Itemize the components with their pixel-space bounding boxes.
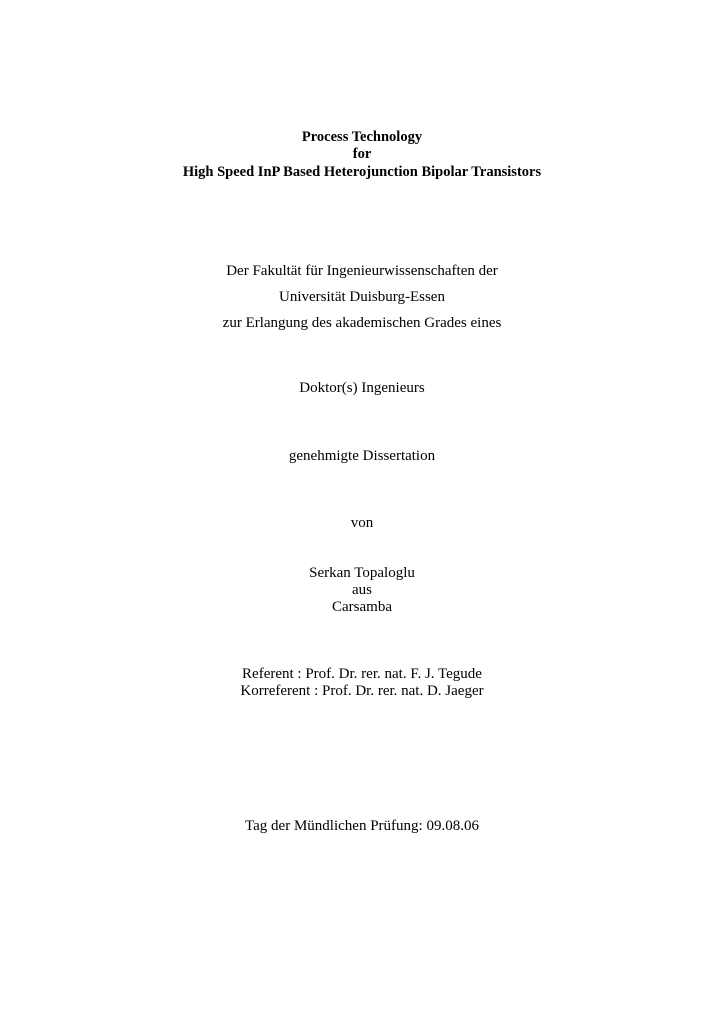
title-line-2: for — [352, 146, 372, 162]
von-label: von — [350, 515, 374, 531]
faculty-line-1: Der Fakultät für Ingenieurwissenschaften der — [226, 263, 498, 279]
title-line-3: High Speed InP Based Heterojunction Bipolar Transistors — [182, 164, 542, 180]
author-place: Carsamba — [332, 599, 392, 615]
exam-date: Tag der Mündlichen Prüfung: 09.08.06 — [245, 818, 479, 834]
author-aus: aus — [352, 582, 372, 598]
title-line-1: Process Technology — [301, 129, 423, 145]
dissertation-label: genehmigte Dissertation — [288, 448, 436, 464]
author-name: Serkan Topaloglu — [309, 565, 415, 581]
degree-title: Doktor(s) Ingenieurs — [299, 380, 425, 396]
korreferent-line: Korreferent : Prof. Dr. rer. nat. D. Jaeger — [240, 683, 484, 699]
referent-line: Referent : Prof. Dr. rer. nat. F. J. Tegude — [242, 666, 482, 682]
faculty-line-3: zur Erlangung des akademischen Grades eines — [222, 315, 502, 331]
faculty-line-2: Universität Duisburg-Essen — [279, 289, 445, 305]
